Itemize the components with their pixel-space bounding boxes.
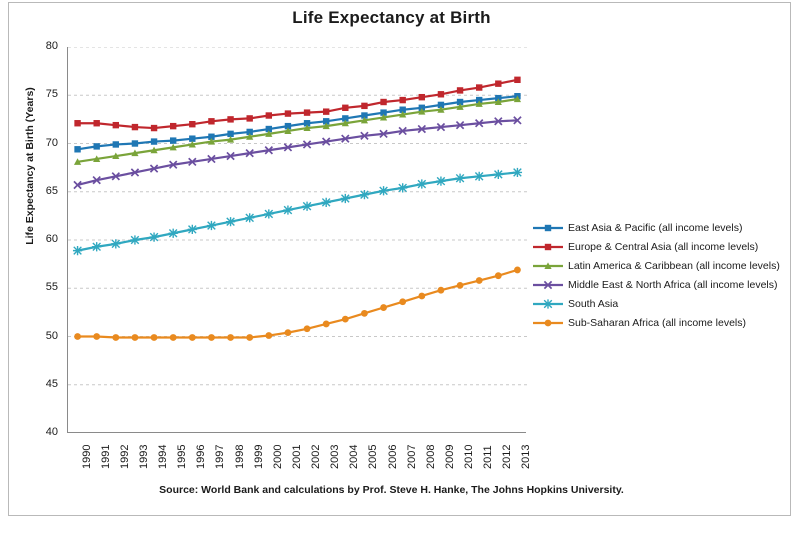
data-point	[73, 246, 82, 255]
data-point	[399, 97, 405, 103]
legend-swatch-icon	[533, 298, 563, 310]
data-point	[417, 179, 426, 188]
x-tick-label: 2009	[443, 444, 456, 469]
data-point	[188, 225, 197, 234]
legend-label: Latin America & Caribbean (all income levels)	[568, 259, 780, 272]
data-point	[285, 329, 292, 336]
y-tick-label: 80	[45, 40, 58, 52]
data-point	[227, 116, 233, 122]
x-tick-label: 2012	[501, 444, 514, 469]
data-point	[74, 333, 81, 340]
y-tick-label: 75	[45, 88, 58, 101]
data-point	[418, 293, 425, 300]
legend-label: Middle East & North Africa (all income levels)	[568, 278, 778, 291]
data-point	[419, 94, 425, 100]
y-tick-label: 50	[45, 329, 58, 342]
data-point	[379, 186, 388, 195]
data-point	[285, 110, 291, 116]
source-note: Source: World Bank and calculations by Prof. Steve H. Hanke, The Johns Hopkins University.	[159, 484, 624, 496]
chart-legend	[533, 218, 781, 332]
data-point	[266, 112, 272, 118]
legend-label: East Asia & Pacific (all income levels)	[568, 221, 743, 234]
data-point	[436, 177, 445, 186]
data-point	[342, 105, 348, 111]
plot-area	[67, 47, 526, 433]
legend-swatch-icon	[533, 241, 563, 253]
data-point	[323, 321, 330, 328]
legend-item	[533, 237, 781, 256]
series-5	[74, 267, 521, 341]
y-tick-label: 60	[45, 233, 58, 245]
y-axis-title: Life Expectancy at Birth (Years)	[24, 87, 36, 245]
data-point	[495, 272, 502, 279]
data-point	[130, 235, 139, 244]
x-tick-label: 2000	[271, 444, 284, 469]
data-point	[265, 332, 272, 339]
data-point	[74, 146, 80, 152]
series-line	[78, 96, 518, 149]
series-2	[74, 96, 521, 165]
x-tick-label: 1994	[157, 444, 170, 469]
data-point	[543, 299, 552, 308]
data-point	[92, 242, 101, 251]
data-point	[304, 109, 310, 115]
x-tick-label: 2010	[463, 444, 476, 469]
data-point	[476, 84, 482, 90]
data-point	[169, 229, 178, 238]
data-point	[170, 137, 176, 143]
data-point	[246, 334, 253, 341]
chart-title: Life Expectancy at Birth	[292, 8, 491, 27]
data-point	[226, 217, 235, 226]
data-point	[360, 190, 369, 199]
series-canvas	[68, 47, 527, 433]
data-point	[113, 141, 119, 147]
data-point	[264, 209, 273, 218]
data-point	[457, 87, 463, 93]
x-tick-label: 1997	[214, 444, 227, 469]
data-point	[111, 239, 120, 248]
x-tick-label: 2011	[482, 445, 495, 469]
data-point	[283, 205, 292, 214]
data-point	[341, 194, 350, 203]
x-tick-label: 1996	[195, 444, 208, 469]
x-tick-label: 2013	[520, 444, 533, 469]
data-point	[151, 125, 157, 131]
series-line	[78, 99, 518, 162]
data-point	[93, 120, 99, 126]
data-point	[455, 174, 464, 183]
data-point	[304, 325, 311, 332]
data-point	[112, 334, 119, 341]
data-point	[245, 213, 254, 222]
data-point	[457, 282, 464, 289]
legend-swatch-icon	[533, 317, 563, 329]
data-point	[513, 168, 522, 177]
data-point	[189, 334, 196, 341]
data-point	[495, 80, 501, 86]
data-point	[438, 287, 445, 294]
legend-item	[533, 256, 781, 275]
x-tick-label: 2008	[424, 444, 437, 469]
x-tick-label: 2001	[290, 444, 303, 469]
x-tick-label: 1998	[233, 444, 246, 469]
y-tick-label: 70	[45, 136, 58, 149]
x-tick-label: 2003	[329, 444, 342, 469]
x-tick-label: 1992	[118, 444, 131, 469]
legend-label: South Asia	[568, 297, 619, 310]
x-tick-label: 1995	[176, 444, 189, 469]
data-point	[170, 123, 176, 129]
data-point	[514, 267, 521, 274]
data-point	[380, 304, 387, 311]
legend-swatch-icon	[533, 222, 563, 234]
data-point	[380, 99, 386, 105]
series-line	[78, 172, 518, 250]
legend-item	[533, 218, 781, 237]
data-point	[514, 77, 520, 83]
legend-swatch-icon	[533, 279, 563, 291]
data-point	[246, 115, 252, 121]
y-tick-label: 45	[45, 377, 58, 390]
data-point	[545, 319, 552, 326]
data-point	[170, 334, 177, 341]
data-point	[399, 298, 406, 305]
legend-item	[533, 294, 781, 313]
x-tick-label: 1990	[80, 444, 93, 469]
data-point	[545, 224, 551, 230]
data-point	[149, 233, 158, 242]
legend-label: Sub-Saharan Africa (all income levels)	[568, 316, 746, 329]
data-point	[189, 121, 195, 127]
data-point	[476, 277, 483, 284]
data-point	[438, 91, 444, 97]
x-tick-label: 2002	[310, 444, 323, 469]
series-line	[78, 270, 518, 338]
y-tick-label: 65	[45, 184, 58, 197]
x-tick-label: 2007	[405, 444, 418, 469]
series-4	[73, 168, 522, 255]
data-point	[494, 170, 503, 179]
x-tick-label: 1993	[137, 444, 150, 469]
data-point	[545, 243, 551, 249]
data-point	[323, 108, 329, 114]
data-point	[361, 310, 368, 317]
y-tick-label: 55	[45, 281, 58, 294]
data-point	[342, 316, 349, 323]
legend-item	[533, 313, 781, 332]
x-tick-label: 1991	[99, 444, 112, 469]
data-point	[151, 334, 158, 341]
data-point	[208, 334, 215, 341]
data-point	[208, 118, 214, 124]
data-point	[113, 122, 119, 128]
data-point	[398, 183, 407, 192]
data-point	[475, 172, 484, 181]
legend-swatch-icon	[533, 260, 563, 272]
data-point	[132, 124, 138, 130]
data-point	[361, 103, 367, 109]
data-point	[227, 334, 234, 341]
legend-item	[533, 275, 781, 294]
x-tick-label: 2006	[386, 444, 399, 469]
data-point	[93, 143, 99, 149]
y-tick-label: 40	[45, 426, 58, 438]
data-point	[93, 333, 100, 340]
data-point	[302, 202, 311, 211]
legend-label: Europe & Central Asia (all income levels)	[568, 240, 759, 253]
data-point	[322, 198, 331, 207]
x-tick-label: 2005	[367, 444, 380, 469]
data-point	[74, 120, 80, 126]
data-point	[151, 138, 157, 144]
data-point	[207, 221, 216, 230]
data-point	[132, 140, 138, 146]
data-point	[132, 334, 139, 341]
x-tick-label: 2004	[348, 444, 361, 469]
x-tick-label: 1999	[252, 444, 265, 469]
